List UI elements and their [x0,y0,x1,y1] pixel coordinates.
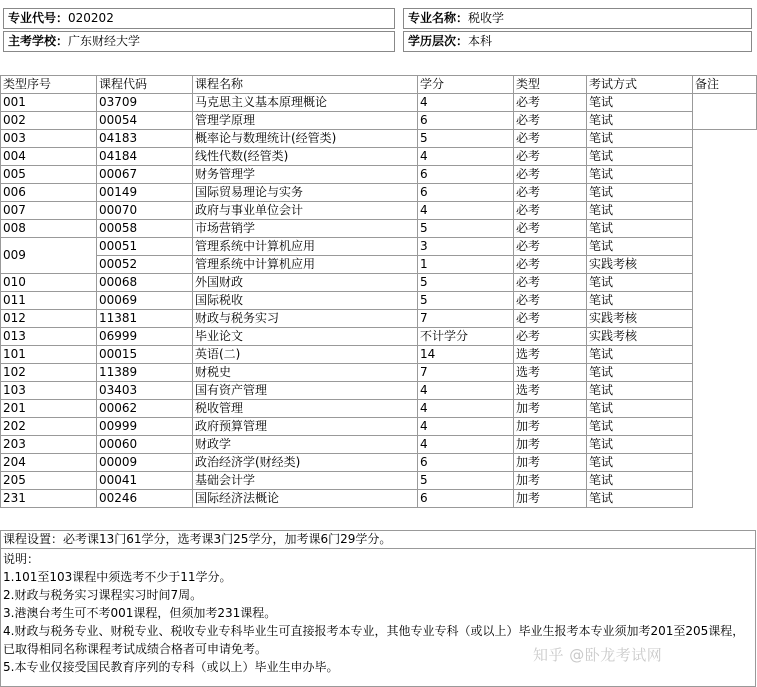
cell-type: 加考 [514,490,587,508]
cell-seq: 006 [1,184,97,202]
cell-name: 毕业论文 [193,328,418,346]
cell-credit: 5 [418,292,514,310]
cell-credit: 3 [418,238,514,256]
cell-seq: 007 [1,202,97,220]
cell-name: 财政与税务实习 [193,310,418,328]
cell-type: 选考 [514,382,587,400]
cell-credit: 6 [418,112,514,130]
note-item: 3.港澳台考生可不考001课程，但须加考231课程。 [3,606,277,620]
cell-type: 选考 [514,346,587,364]
cell-name: 基础会计学 [193,472,418,490]
empty-cell [693,418,757,436]
cell-credit: 4 [418,382,514,400]
cell-exam: 笔试 [587,490,693,508]
table-row [1,202,757,220]
cell-type: 加考 [514,454,587,472]
cell-type: 必考 [514,292,587,310]
cell-seq: 101 [1,346,97,364]
cell-code: 00041 [97,472,193,490]
cell-credit: 5 [418,220,514,238]
cell-type: 必考 [514,166,587,184]
cell-type: 必考 [514,256,587,274]
cell-exam: 笔试 [587,130,693,148]
cell-exam: 笔试 [587,346,693,364]
cell-code: 00058 [97,220,193,238]
cell-type: 必考 [514,238,587,256]
cell-name: 政府与事业单位会计 [193,202,418,220]
cell-seq: 231 [1,490,97,508]
cell-type: 加考 [514,400,587,418]
cell-credit: 4 [418,436,514,454]
cell-type: 必考 [514,112,587,130]
cell-name: 英语(二) [193,346,418,364]
column-header: 课程名称 [193,76,418,94]
column-header: 备注 [693,76,757,94]
column-header: 学分 [418,76,514,94]
cell-code: 00052 [97,256,193,274]
cell-name: 管理系统中计算机应用 [193,256,418,274]
column-header: 类型序号 [1,76,97,94]
cell-code: 03709 [97,94,193,112]
table-row [1,346,757,364]
cell-seq: 004 [1,148,97,166]
cell-type: 必考 [514,310,587,328]
cell-code: 00070 [97,202,193,220]
cell-exam: 笔试 [587,454,693,472]
cell-exam: 笔试 [587,364,693,382]
empty-cell [693,148,757,166]
empty-cell [693,274,757,292]
cell-exam: 笔试 [587,382,693,400]
level-box [403,31,752,52]
cell-name: 市场营销学 [193,220,418,238]
table-row [1,454,757,472]
course-summary: 课程设置：必考课13门61学分，选考课3门25学分，加考课6门29学分。 [0,530,756,549]
table-row [1,94,757,112]
table-row [1,166,757,184]
cell-seq: 204 [1,454,97,472]
cell-credit: 6 [418,184,514,202]
table-row [1,364,757,382]
cell-credit: 1 [418,256,514,274]
empty-cell [693,328,757,346]
cell-credit: 7 [418,310,514,328]
cell-code: 00246 [97,490,193,508]
cell-type: 选考 [514,364,587,382]
empty-cell [693,238,757,256]
school-box [3,31,395,52]
cell-code: 00062 [97,400,193,418]
major-code-value: 020202 [68,11,114,25]
school-label: 主考学校： [8,34,69,48]
table-row [1,130,757,148]
cell-seq: 009 [1,238,97,274]
table-row [1,220,757,238]
cell-type: 必考 [514,220,587,238]
cell-credit: 5 [418,274,514,292]
table-row [1,328,757,346]
cell-seq: 011 [1,292,97,310]
empty-cell [693,454,757,472]
cell-exam: 笔试 [587,436,693,454]
empty-cell [693,346,757,364]
cell-name: 财税史 [193,364,418,382]
cell-credit: 14 [418,346,514,364]
cell-code: 00054 [97,112,193,130]
cell-seq: 010 [1,274,97,292]
cell-name: 财务管理学 [193,166,418,184]
cell-credit: 4 [418,418,514,436]
cell-seq: 001 [1,94,97,112]
cell-credit: 5 [418,472,514,490]
cell-code: 00051 [97,238,193,256]
cell-code: 04183 [97,130,193,148]
empty-cell [693,184,757,202]
cell-code: 11389 [97,364,193,382]
cell-name: 管理系统中计算机应用 [193,238,418,256]
cell-name: 政府预算管理 [193,418,418,436]
note-item: 2.财政与税务实习课程实习时间7周。 [3,588,203,602]
cell-seq: 102 [1,364,97,382]
cell-seq: 103 [1,382,97,400]
empty-cell [693,292,757,310]
cell-exam: 笔试 [587,418,693,436]
empty-cell [693,490,757,508]
major-name-value: 税收学 [468,11,505,25]
empty-cell [693,400,757,418]
note-item: 5.本专业仅接受国民教育序列的专科（或以上）毕业生申办毕。 [3,660,339,674]
cell-exam: 笔试 [587,148,693,166]
cell-name: 概率论与数理统计(经管类) [193,130,418,148]
cell-name: 国际经济法概论 [193,490,418,508]
school-value: 广东财经大学 [68,34,141,48]
cell-name: 管理学原理 [193,112,418,130]
empty-cell [693,436,757,454]
cell-credit: 7 [418,364,514,382]
table-header-row [1,76,757,94]
table-row [1,436,757,454]
note-item: 1.101至103课程中须选考不少于11学分。 [3,570,232,584]
table-row [1,256,757,274]
cell-name: 线性代数(经管类) [193,148,418,166]
watermark: 知乎 @卧龙考试网 [533,646,663,664]
level-value: 本科 [468,34,493,48]
cell-exam: 笔试 [587,184,693,202]
table-row [1,382,757,400]
cell-type: 必考 [514,328,587,346]
cell-type: 加考 [514,436,587,454]
empty-cell [693,202,757,220]
empty-cell [693,310,757,328]
cell-credit: 4 [418,148,514,166]
level-label: 学历层次： [408,34,469,48]
cell-exam: 笔试 [587,238,693,256]
cell-code: 00068 [97,274,193,292]
cell-exam: 笔试 [587,220,693,238]
cell-name: 税收管理 [193,400,418,418]
cell-name: 财政学 [193,436,418,454]
table-row [1,238,757,256]
cell-seq: 203 [1,436,97,454]
cell-code: 00999 [97,418,193,436]
cell-type: 必考 [514,148,587,166]
cell-type: 必考 [514,274,587,292]
cell-type: 必考 [514,130,587,148]
cell-exam: 笔试 [587,400,693,418]
note-item: 4.财政与税务专业、财税专业、税收专业专科毕业生可直接报考本专业，其他专业专科（或以上）毕业生报考本专业须加考201至205课程，已取得相同名称课程考试成绩合格者可申请免考。 [3,624,745,656]
cell-seq: 005 [1,166,97,184]
cell-credit: 4 [418,202,514,220]
table-row [1,274,757,292]
cell-seq: 205 [1,472,97,490]
cell-code: 00067 [97,166,193,184]
cell-seq: 008 [1,220,97,238]
cell-code: 04184 [97,148,193,166]
cell-name: 马克思主义基本原理概论 [193,94,418,112]
cell-name: 国际税收 [193,292,418,310]
cell-code: 11381 [97,310,193,328]
cell-type: 必考 [514,94,587,112]
cell-name: 政治经济学(财经类) [193,454,418,472]
table-row [1,310,757,328]
major-name-box [403,8,752,29]
cell-type: 必考 [514,184,587,202]
cell-seq: 201 [1,400,97,418]
cell-exam: 笔试 [587,472,693,490]
table-row [1,418,757,436]
cell-type: 必考 [514,202,587,220]
cell-code: 03403 [97,382,193,400]
cell-name: 国有资产管理 [193,382,418,400]
table-row [1,112,757,130]
cell-credit: 6 [418,166,514,184]
empty-cell [693,166,757,184]
column-header: 课程代码 [97,76,193,94]
note-cell [693,94,757,130]
cell-credit: 6 [418,454,514,472]
cell-exam: 笔试 [587,112,693,130]
cell-code: 00069 [97,292,193,310]
table-row [1,292,757,310]
cell-code: 00060 [97,436,193,454]
cell-name: 外国财政 [193,274,418,292]
major-code-box [3,8,395,29]
cell-type: 加考 [514,418,587,436]
cell-exam: 实践考核 [587,328,693,346]
empty-cell [693,130,757,148]
cell-seq: 202 [1,418,97,436]
empty-cell [693,220,757,238]
cell-exam: 笔试 [587,292,693,310]
course-table [0,75,757,508]
column-header: 考试方式 [587,76,693,94]
table-row [1,490,757,508]
cell-seq: 012 [1,310,97,328]
table-row [1,472,757,490]
major-name-label: 专业名称： [408,11,469,25]
empty-cell [693,256,757,274]
cell-credit: 6 [418,490,514,508]
cell-code: 00015 [97,346,193,364]
cell-seq: 003 [1,130,97,148]
cell-exam: 笔试 [587,202,693,220]
cell-code: 00009 [97,454,193,472]
empty-cell [693,364,757,382]
major-code-label: 专业代号： [8,11,69,25]
cell-exam: 笔试 [587,166,693,184]
cell-seq: 013 [1,328,97,346]
notes-section [0,549,756,687]
cell-credit: 4 [418,400,514,418]
cell-seq: 002 [1,112,97,130]
empty-cell [693,472,757,490]
table-row [1,148,757,166]
cell-code: 00149 [97,184,193,202]
cell-credit: 4 [418,94,514,112]
table-row [1,184,757,202]
table-row [1,400,757,418]
cell-code: 06999 [97,328,193,346]
cell-exam: 笔试 [587,274,693,292]
notes-title: 说明： [3,552,40,566]
cell-exam: 实践考核 [587,256,693,274]
cell-exam: 实践考核 [587,310,693,328]
cell-exam: 笔试 [587,94,693,112]
cell-type: 加考 [514,472,587,490]
cell-credit: 5 [418,130,514,148]
column-header: 类型 [514,76,587,94]
empty-cell [693,382,757,400]
cell-credit: 不计学分 [418,328,514,346]
cell-name: 国际贸易理论与实务 [193,184,418,202]
